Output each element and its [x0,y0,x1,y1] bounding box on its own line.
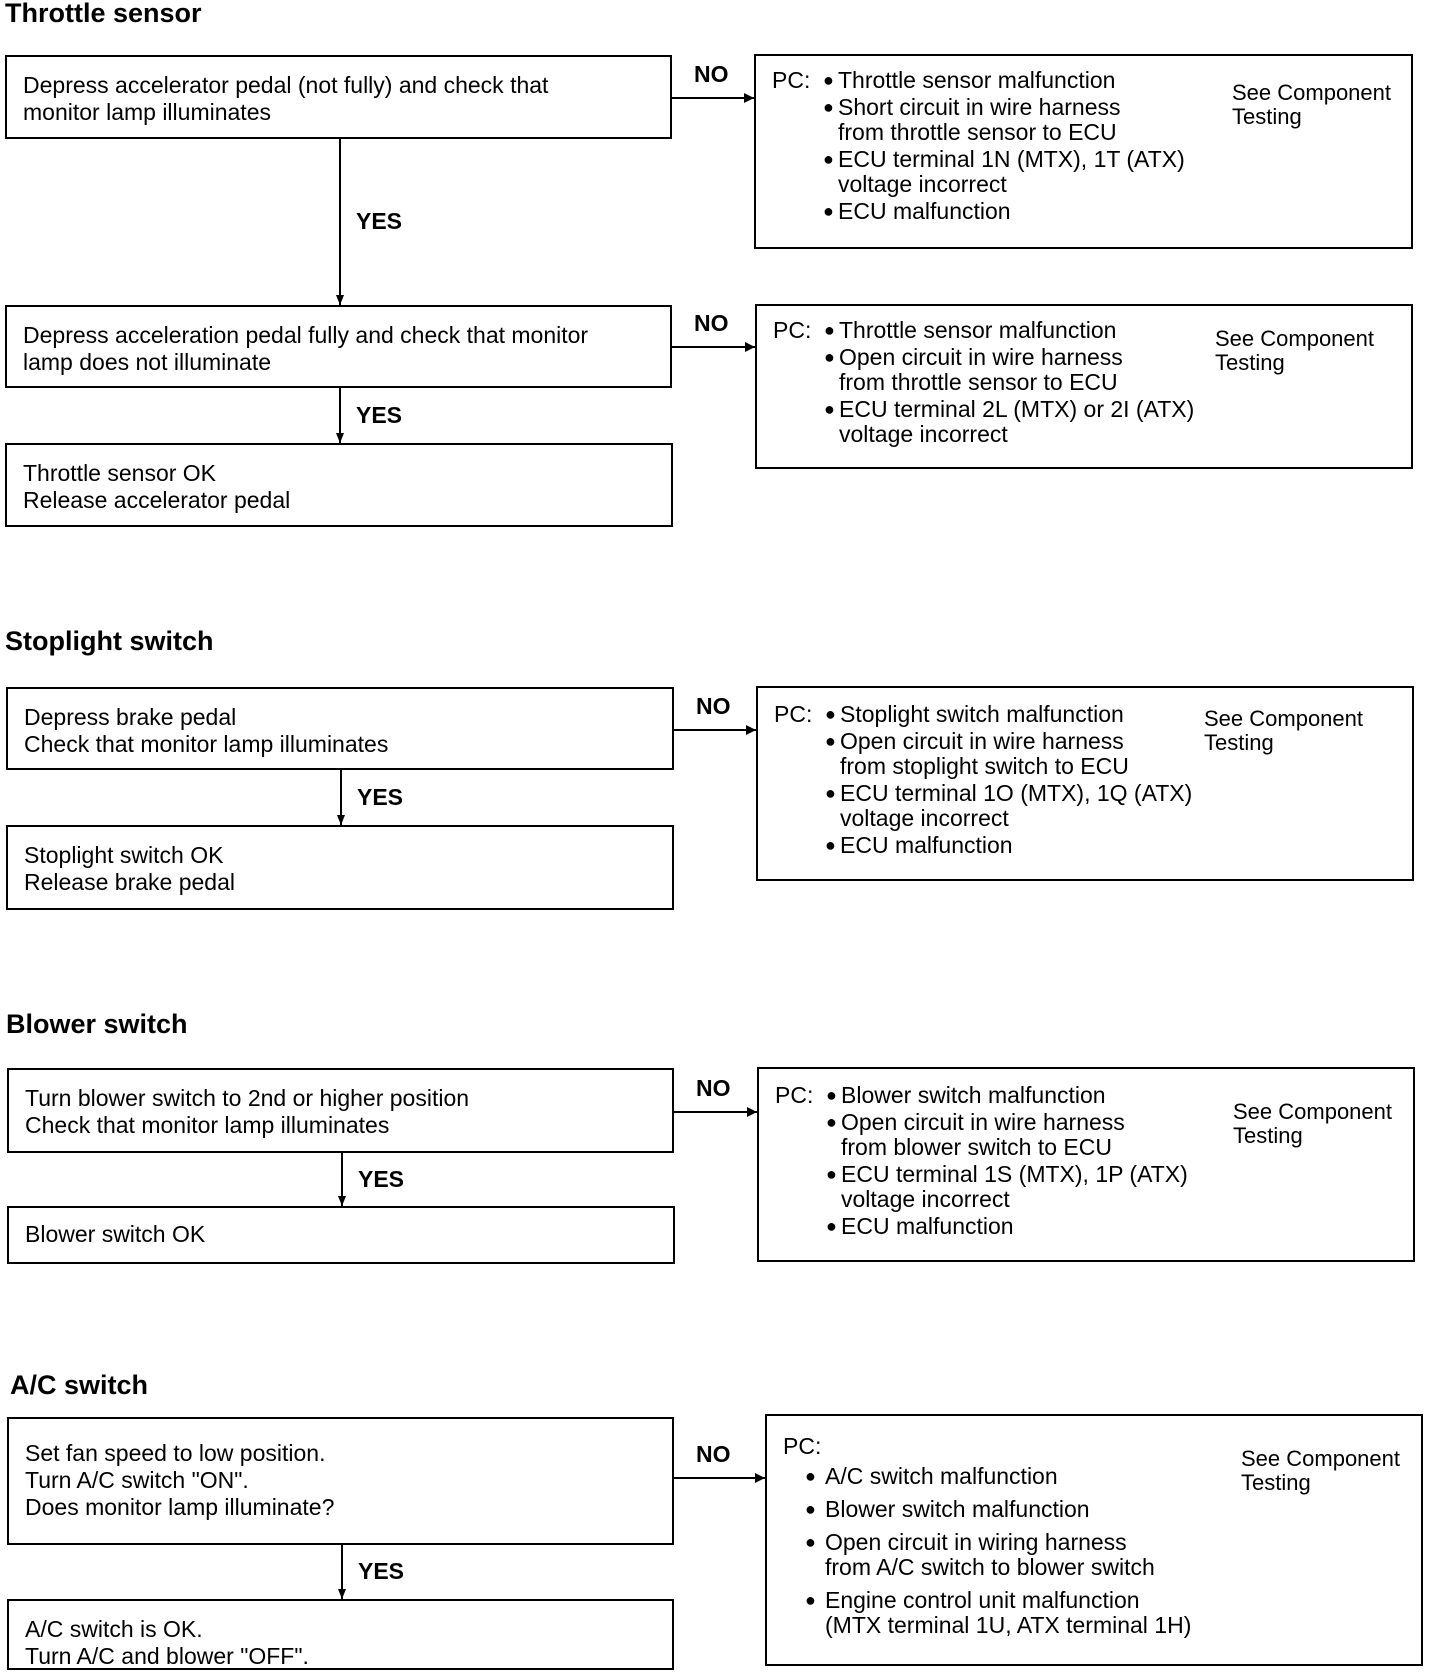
step-text: Blower switch OK [25,1221,206,1247]
step-text: Depress accelerator pedal (not fully) and check that [23,72,549,98]
no-connector [674,1477,765,1479]
step-text: Set fan speed to low position. [25,1440,326,1466]
see-component-testing: See Component [1215,326,1374,351]
step-box [7,1068,674,1153]
pc-item-text: Open circuit in wiring harness [825,1529,1127,1555]
step-text: Check that monitor lamp illuminates [25,1112,390,1138]
step-box [7,1599,674,1670]
bullet-icon: ● [825,783,836,803]
bullet-icon: ● [823,97,834,117]
bullet-icon: ● [824,399,835,419]
pc-result-box [755,304,1413,469]
section-title: A/C switch [10,1370,149,1400]
pc-prefix: PC: [783,1433,822,1459]
no-connector [672,97,754,99]
bullet-icon: ● [805,1532,816,1552]
no-connector [674,1111,757,1113]
arrow-down-icon [338,1196,346,1206]
step-text: Release accelerator pedal [23,487,291,513]
pc-item-text: Open circuit in wire harness [840,728,1124,754]
pc-item-text: from A/C switch to blower switch [825,1554,1155,1580]
see-component-testing: See Component [1241,1446,1400,1471]
bullet-icon: ● [824,347,835,367]
yes-label: YES [356,401,403,428]
yes-connector [339,139,341,305]
see-component-testing: See Component [1233,1099,1392,1124]
pc-item-text: ECU malfunction [841,1213,1014,1239]
yes-label: YES [356,208,403,234]
section-title: Stoplight switch [5,626,214,656]
see-component-testing: Testing [1233,1123,1303,1148]
step-text: Does monitor lamp illuminate? [25,1494,335,1520]
see-component-testing: See Component [1232,80,1391,105]
step-text: monitor lamp illuminates [23,99,271,125]
pc-item-text: A/C switch malfunction [825,1463,1058,1489]
pc-item-text: voltage incorrect [840,805,1009,831]
pc-item-text: ECU terminal 1N (MTX), 1T (ATX) [838,146,1185,172]
step-text: Release brake pedal [24,869,235,895]
arrow-right-icon [755,1473,765,1483]
see-component-testing: Testing [1215,350,1285,375]
see-component-testing: Testing [1204,730,1274,755]
step-text: Depress acceleration pedal fully and check that monitor [23,322,589,348]
pc-item-text: from blower switch to ECU [841,1134,1112,1160]
pc-item-text: voltage incorrect [839,421,1008,447]
arrow-down-icon [336,295,344,305]
step-box [6,687,674,770]
pc-item-text: Throttle sensor malfunction [839,317,1117,343]
bullet-icon: ● [825,704,836,724]
pc-prefix: PC: [775,1082,814,1108]
no-label: NO [696,693,731,719]
bullet-icon: ● [826,1112,837,1132]
see-component-testing: Testing [1232,104,1302,129]
no-label: NO [696,1075,731,1101]
pc-item-text: ECU terminal 1S (MTX), 1P (ATX) [841,1161,1188,1187]
yes-label: YES [358,1558,405,1584]
section-title: Throttle sensor [5,0,202,28]
no-connector [672,346,755,348]
section-title: Blower switch [6,1009,188,1039]
step-box [5,443,673,527]
pc-item-text: (MTX terminal 1U, ATX terminal 1H) [825,1612,1192,1638]
bullet-icon: ● [823,70,834,90]
pc-item-text: Throttle sensor malfunction [838,67,1116,93]
bullet-icon: ● [823,149,834,169]
pc-prefix: PC: [772,67,811,93]
no-label: NO [694,310,729,336]
bullet-icon: ● [823,201,834,221]
arrow-right-icon [746,725,756,735]
pc-item-text: Open circuit in wire harness [839,344,1123,370]
bullet-icon: ● [805,1590,816,1610]
step-text: Turn blower switch to 2nd or higher position [25,1085,470,1111]
arrow-right-icon [744,93,754,103]
pc-item-text: Blower switch malfunction [841,1082,1106,1108]
step-text: Depress brake pedal [24,704,237,730]
step-text: A/C switch is OK. [25,1616,203,1642]
no-label: NO [694,61,729,87]
step-box [7,1206,675,1264]
bullet-icon: ● [826,1085,837,1105]
pc-item-text: Blower switch malfunction [825,1496,1090,1522]
step-box [6,825,674,910]
pc-result-box [754,54,1413,249]
step-box [7,1417,674,1545]
arrow-down-icon [336,433,344,443]
bullet-icon: ● [825,835,836,855]
no-connector [674,729,756,731]
step-box [5,305,672,388]
arrow-down-icon [337,815,345,825]
step-text: Turn A/C and blower "OFF". [25,1643,309,1669]
pc-item-text: voltage incorrect [838,171,1007,197]
see-component-testing: See Component [1204,706,1363,731]
bullet-icon: ● [805,1466,816,1486]
pc-result-box [756,686,1414,881]
bullet-icon: ● [826,1164,837,1184]
bullet-icon: ● [825,731,836,751]
pc-item-text: from throttle sensor to ECU [839,369,1118,395]
see-component-testing: Testing [1241,1470,1311,1495]
pc-result-box [757,1067,1415,1262]
step-text: Turn A/C switch "ON". [25,1467,249,1493]
pc-item-text: Engine control unit malfunction [825,1587,1140,1613]
bullet-icon: ● [826,1216,837,1236]
pc-item-text: ECU malfunction [838,198,1011,224]
pc-item-text: voltage incorrect [841,1186,1010,1212]
step-box [5,55,672,139]
pc-item-text: Short circuit in wire harness [838,94,1121,120]
arrow-down-icon [338,1589,346,1599]
no-label: NO [696,1441,731,1467]
arrow-right-icon [747,1107,757,1117]
yes-label: YES [358,1165,405,1192]
pc-prefix: PC: [773,317,812,343]
pc-item-text: ECU malfunction [840,832,1013,858]
step-text: Check that monitor lamp illuminates [24,731,389,757]
pc-item-text: from throttle sensor to ECU [838,119,1117,145]
step-text: lamp does not illuminate [23,349,272,375]
pc-item-text: ECU terminal 2L (MTX) or 2I (ATX) [839,396,1195,422]
pc-result-box [765,1414,1423,1666]
step-text: Stoplight switch OK [24,842,224,868]
arrow-right-icon [745,342,755,352]
bullet-icon: ● [805,1499,816,1519]
yes-label: YES [357,783,404,810]
pc-item-text: from stoplight switch to ECU [840,753,1129,779]
pc-prefix: PC: [774,701,813,727]
step-text: Throttle sensor OK [23,460,217,486]
bullet-icon: ● [824,320,835,340]
pc-item-text: ECU terminal 1O (MTX), 1Q (ATX) [840,780,1193,806]
pc-item-text: Open circuit in wire harness [841,1109,1125,1135]
pc-item-text: Stoplight switch malfunction [840,701,1124,727]
